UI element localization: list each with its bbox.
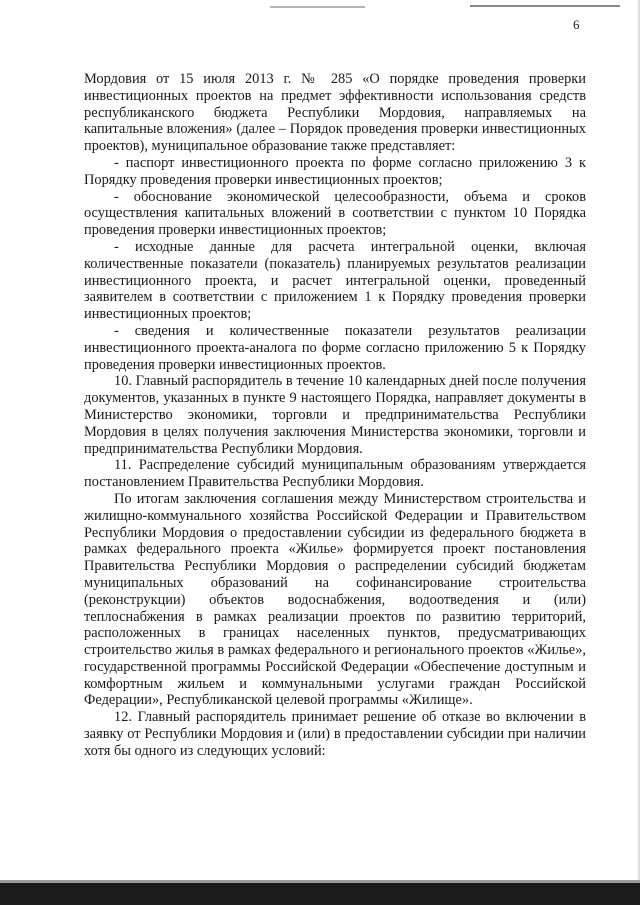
list-item-passport: - паспорт инвестиционного проекта по форме согласно приложению 3 к Порядку проведения проверки инвестиционных проектов;	[84, 154, 586, 188]
scan-mark	[470, 5, 620, 7]
document-body	[84, 71, 586, 760]
page-number: 6	[573, 17, 580, 32]
list-item-source-data: - исходные данные для расчета интегральной оценки, включая количественные показатели (показатель) планируемых результатов реализации инвестиционного проекта, и расчет интегральной оценки, проведенный заявителем в соответствии с приложением 1 к Порядку проведения проверки инвестиционных проектов;	[84, 238, 586, 323]
clause-12: 12. Главный распорядитель принимает решение об отказе во включении в заявку от Республики Мордовия и (или) в предоставлении субсидии при наличии хотя бы одного из следующих условий:	[84, 709, 586, 759]
scan-bottom-edge	[0, 880, 640, 883]
scan-mark	[270, 6, 365, 8]
list-item-justification: - обоснование экономической целесообразности, объема и сроков осуществления капитальных вложений в соответствии с пунктом 10 Порядка проведения проверки инвестиционных проектов;	[84, 188, 586, 239]
clause-11: 11. Распределение субсидий муниципальным образованиям утверждается постановлением Правительства Республики Мордовия.	[84, 457, 586, 491]
scan-artifact-top	[0, 0, 640, 12]
list-item-analog-project: - сведения и количественные показатели результатов реализации инвестиционного проекта-аналога по форме согласно приложению 5 к Порядку проведения проверки инвестиционных проектов.	[84, 322, 586, 373]
scan-bottom-band	[0, 883, 640, 905]
paragraph-continuation: Мордовия от 15 июля 2013 г. № 285 «О порядке проведения проверки инвестиционных проектов на предмет эффективности использования средств республиканского бюджета Республики Мордовия, направляемых на капитальные вложения» (далее – Порядок проведения проверки инвестиционных проектов), муниципальное образование также представляет:	[84, 71, 586, 155]
paragraph-agreement: По итогам заключения соглашения между Министерством строительства и жилищно-коммунального хозяйства Российской Федерации и Правительством Республики Мордовия о предоставлении субсидии из федерального бюджета в рамках федерального проекта «Жилье» формируется проект постановления Правительства Республики Мордовия о распределении субсидий бюджетам муниципальных образований на софинансирование строительства (реконструкции) объектов водоснабжения, водоотведения и (или) теплоснабжения в рамках реализации проектов по развитию территорий, расположенных в границах населенных пунктов, предусматривающих строительство жилья в рамках федерального и регионального проектов «Жилье», государственной программы Российской Федерации «Обеспечение доступным и комфортным жильем и коммунальными услугами граждан Российской Федерации», Республиканской целевой программы «Жилище».	[84, 490, 586, 709]
clause-10: 10. Главный распорядитель в течение 10 календарных дней после получения документов, указанных в пункте 9 настоящего Порядка, направляет документы в Министерство экономики, торговли и предпринимательства Республики Мордовия в целях получения заключения Министерства экономики, торговли и предпринимательства Республики Мордовия.	[84, 373, 586, 457]
